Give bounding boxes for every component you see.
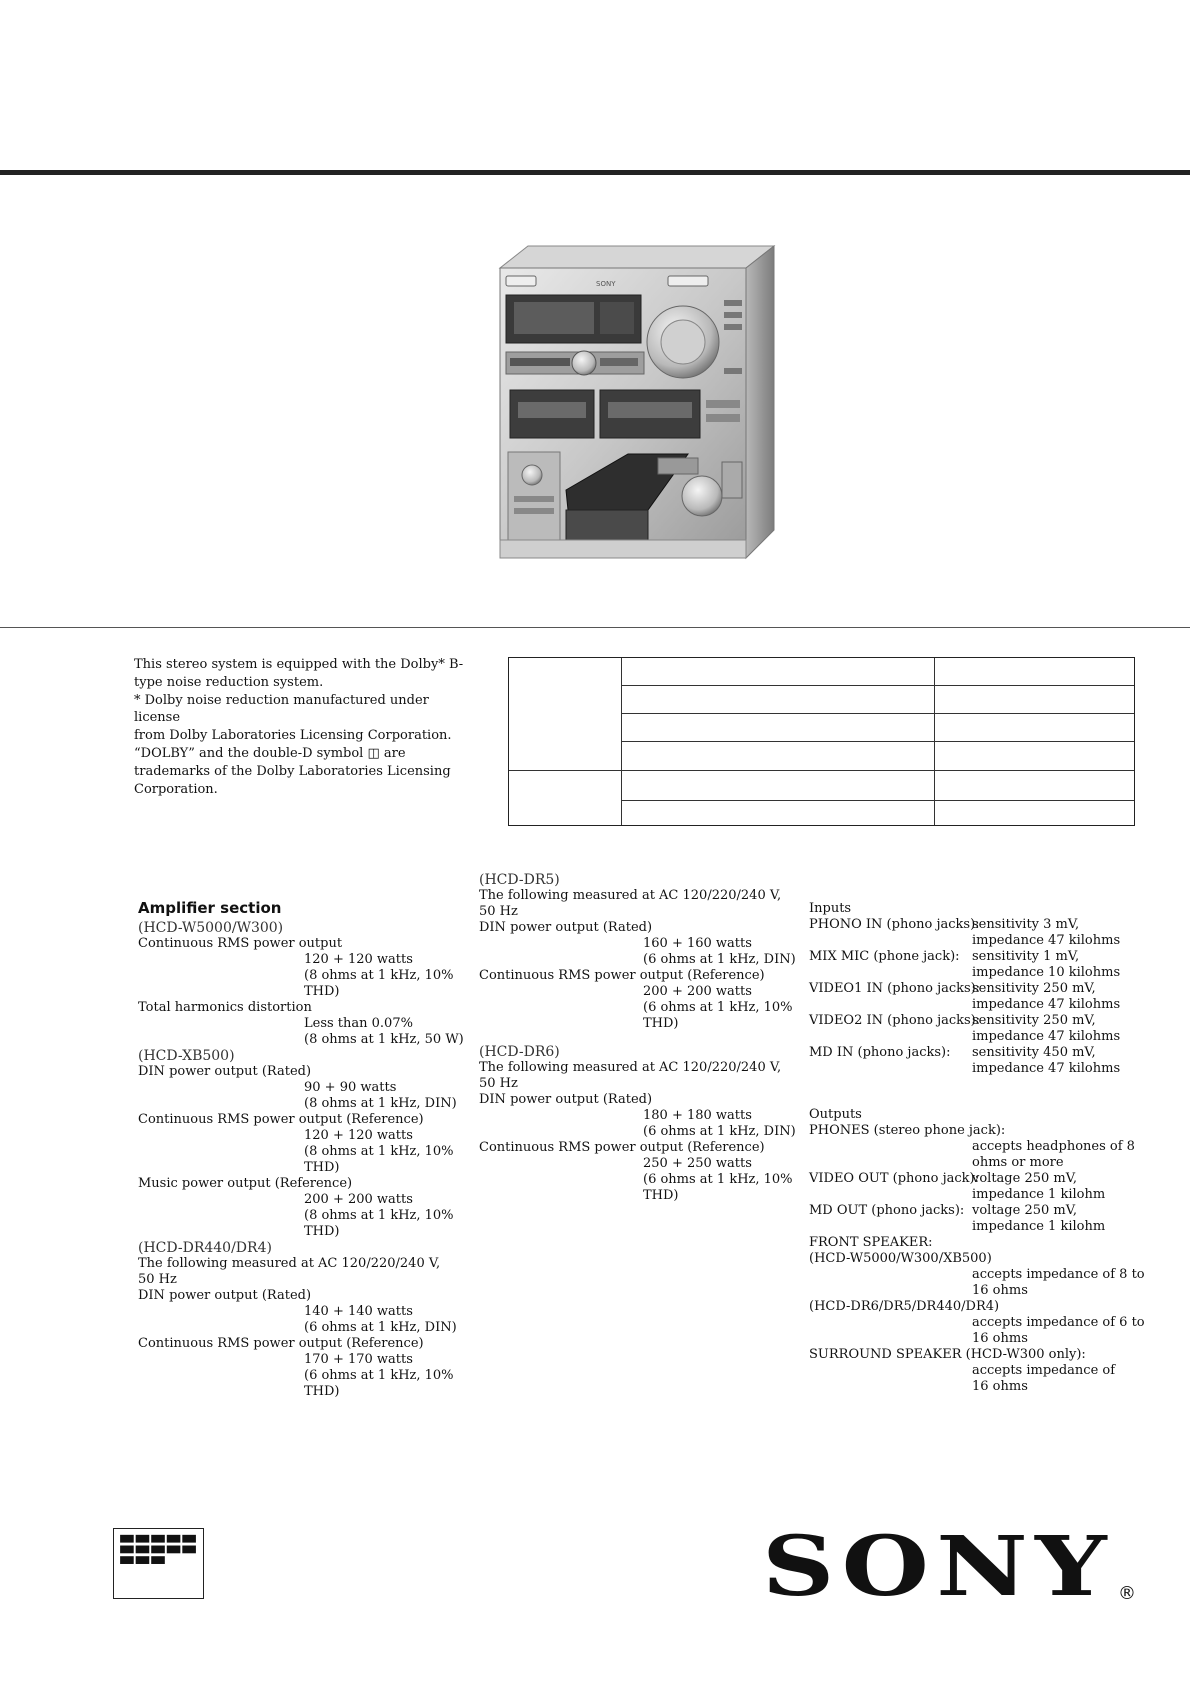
spec-row (809, 1139, 1149, 1155)
dolby-line: trademarks of the Dolby Laboratories Licensing (134, 763, 451, 779)
spec-label: PHONO IN (phono jacks): (809, 917, 980, 932)
spec-row (479, 1124, 809, 1140)
spec-row (138, 1128, 468, 1144)
spec-value: 120 + 120 watts (304, 952, 413, 967)
spec-row (809, 933, 1149, 949)
spec-row (138, 952, 468, 968)
spec-value: 250 + 250 watts (643, 1156, 752, 1171)
spec-row (809, 917, 1149, 933)
spec-value: sensitivity 1 mV, (972, 949, 1080, 964)
spec-value: 160 + 160 watts (643, 936, 752, 951)
spec-label: (HCD-DR6/DR5/DR440/DR4) (809, 1299, 1000, 1314)
spec-label: The following measured at AC 120/220/240 V, (479, 888, 782, 903)
spec-value: 200 + 200 watts (304, 1192, 413, 1207)
spec-value: impedance 1 kilohm (972, 1219, 1106, 1234)
spec-label: MD OUT (phono jacks): (809, 1203, 965, 1218)
spec-row (138, 1304, 468, 1320)
spec-value: 180 + 180 watts (643, 1108, 752, 1123)
spec-value: 16 ohms (972, 1331, 1028, 1346)
spec-value: Less than 0.07% (304, 1016, 413, 1031)
table-divider (509, 770, 1134, 771)
spec-row (809, 1187, 1149, 1203)
dolby-line: from Dolby Laboratories Licensing Corporation. (134, 728, 452, 744)
spec-row (809, 997, 1149, 1013)
spec-label: (HCD-W5000/W300/XB500) (809, 1251, 992, 1266)
registered-mark: ® (1118, 1583, 1136, 1604)
spec-value: sensitivity 450 mV, (972, 1045, 1096, 1060)
spec-row (479, 1140, 809, 1156)
spec-value: 200 + 200 watts (643, 984, 752, 999)
spec-row (138, 936, 468, 952)
spec-row (809, 1299, 1149, 1315)
spec-label: The following measured at AC 120/220/240 V, (138, 1256, 441, 1271)
spec-label: VIDEO OUT (phono jack): (809, 1171, 979, 1186)
spec-value: THD) (304, 1384, 340, 1399)
spec-row (138, 1112, 468, 1128)
spec-value: 170 + 170 watts (304, 1352, 413, 1367)
spec-label: PHONES (stereo phone jack): (809, 1123, 1006, 1138)
spec-value: THD) (643, 1188, 679, 1203)
spec-value: 140 + 140 watts (304, 1304, 413, 1319)
spec-row (809, 1235, 1149, 1251)
sony-logo (762, 1523, 1142, 1613)
spec-value: (6 ohms at 1 kHz, DIN) (304, 1320, 457, 1335)
spec-row (809, 1331, 1149, 1347)
spec-row (138, 1336, 468, 1352)
spec-row (809, 1013, 1149, 1029)
spec-value: ohms or more (972, 1155, 1064, 1170)
spec-label: VIDEO2 IN (phono jacks): (809, 1013, 981, 1028)
spec-row (138, 1384, 468, 1400)
dolby-line: type noise reduction system. (134, 674, 324, 690)
spec-row (479, 1016, 809, 1032)
model-table (508, 657, 1135, 826)
spec-row (809, 1379, 1149, 1395)
spec-value: voltage 250 mV, (972, 1203, 1077, 1218)
spec-value: impedance 10 kilohms (972, 965, 1121, 980)
spec-value: accepts impedance of 6 to (972, 1315, 1145, 1330)
spec-row (138, 1288, 468, 1304)
spec-row (138, 1256, 468, 1272)
spec-value: (6 ohms at 1 kHz, DIN) (643, 952, 796, 967)
spec-row (809, 1045, 1149, 1061)
spec-value: (8 ohms at 1 kHz, DIN) (304, 1096, 457, 1111)
spec-label: 50 Hz (479, 1076, 518, 1091)
spec-row (138, 1144, 468, 1160)
spec-row (479, 968, 809, 984)
spec-row (138, 1272, 468, 1288)
spec-value: accepts impedance of (972, 1363, 1116, 1378)
model-label: (HCD-DR6) (479, 1044, 560, 1060)
spec-value: (6 ohms at 1 kHz, 10% (304, 1368, 454, 1383)
spec-row (138, 1016, 468, 1032)
spec-row (138, 984, 468, 1000)
spec-row (479, 904, 809, 920)
spec-row (809, 1029, 1149, 1045)
spec-value: (6 ohms at 1 kHz, 10% (643, 1172, 793, 1187)
spec-row (138, 1080, 468, 1096)
model-label: (HCD-W5000/W300) (138, 920, 284, 936)
spec-value: 16 ohms (972, 1379, 1028, 1394)
section-rule (0, 627, 1190, 628)
grid-logo-icon (113, 1528, 204, 1599)
spec-value: 120 + 120 watts (304, 1128, 413, 1143)
spec-row (479, 1108, 809, 1124)
spec-value: THD) (304, 984, 340, 999)
model-label: (HCD-DR440/DR4) (138, 1240, 272, 1256)
spec-label: FRONT SPEAKER: (809, 1235, 933, 1250)
spec-value: impedance 1 kilohm (972, 1187, 1106, 1202)
amplifier-column-left (138, 900, 468, 1400)
dolby-note (134, 656, 479, 798)
spec-value: 90 + 90 watts (304, 1080, 397, 1095)
dolby-line: This stereo system is equipped with the Dolby* B- (134, 657, 464, 672)
spec-row (138, 1176, 468, 1192)
spec-row (809, 1347, 1149, 1363)
spec-value: accepts impedance of 8 to (972, 1267, 1145, 1282)
spec-row (479, 1000, 809, 1016)
spec-row (809, 1315, 1149, 1331)
spec-row (138, 1320, 468, 1336)
spec-value: (6 ohms at 1 kHz, DIN) (643, 1124, 796, 1139)
spec-label: The following measured at AC 120/220/240 V, (479, 1060, 782, 1075)
spec-label: Continuous RMS power output (Reference) (138, 1112, 424, 1127)
spec-label: DIN power output (Rated) (479, 1092, 653, 1107)
spec-value: sensitivity 3 mV, (972, 917, 1080, 932)
spec-row (809, 1251, 1149, 1267)
spec-row (809, 1267, 1149, 1283)
spec-row (479, 1076, 809, 1092)
dolby-line: “DOLBY” and the double-D symbol ◫ are (134, 745, 406, 761)
model-label: (HCD-XB500) (138, 1048, 235, 1064)
dolby-line: Corporation. (134, 781, 218, 797)
section-heading: Amplifier section (138, 899, 282, 917)
spec-label: VIDEO1 IN (phono jacks): (809, 981, 981, 996)
spec-value: (8 ohms at 1 kHz, 10% (304, 968, 454, 983)
sony-logo-text: SONY (762, 1523, 1114, 1613)
spec-row (479, 1172, 809, 1188)
spec-value: impedance 47 kilohms (972, 1061, 1121, 1076)
spec-label: Total harmonics distortion (138, 1000, 312, 1015)
spec-row (138, 1192, 468, 1208)
spec-row (479, 1060, 809, 1076)
spec-label: SURROUND SPEAKER (HCD-W300 only): (809, 1347, 1086, 1362)
spec-label: DIN power output (Rated) (479, 920, 653, 935)
spec-value: THD) (304, 1224, 340, 1239)
spec-row (809, 1061, 1149, 1077)
spec-value: THD) (643, 1016, 679, 1031)
spec-value: THD) (304, 1160, 340, 1175)
spec-label: DIN power output (Rated) (138, 1288, 312, 1303)
model-label: (HCD-DR5) (479, 872, 560, 888)
spec-label: Music power output (Reference) (138, 1176, 353, 1191)
spec-row (809, 1203, 1149, 1219)
spec-value: (6 ohms at 1 kHz, 10% (643, 1000, 793, 1015)
spec-row (479, 920, 809, 936)
spec-row (479, 984, 809, 1000)
table-divider (621, 741, 1134, 742)
spec-row (809, 949, 1149, 965)
spec-row (809, 1155, 1149, 1171)
spec-label: Continuous RMS power output (Reference) (479, 968, 765, 983)
svg-text:SONY: SONY (596, 280, 616, 288)
spec-value: impedance 47 kilohms (972, 1029, 1121, 1044)
spec-value: sensitivity 250 mV, (972, 1013, 1096, 1028)
spec-row (479, 1188, 809, 1204)
spec-row (809, 1283, 1149, 1299)
spec-row (138, 1160, 468, 1176)
spec-row (809, 965, 1149, 981)
table-divider (621, 685, 1134, 686)
spec-row (809, 1363, 1149, 1379)
table-divider (621, 713, 1134, 714)
spec-value: sensitivity 250 mV, (972, 981, 1096, 996)
spec-row (138, 1352, 468, 1368)
spec-row (809, 1123, 1149, 1139)
table-divider (621, 800, 1134, 801)
spec-row (138, 1064, 468, 1080)
amplifier-column-middle (479, 872, 809, 1204)
spec-row (138, 1000, 468, 1016)
outputs-title: Outputs (809, 1107, 862, 1122)
spec-value: (8 ohms at 1 kHz, 10% (304, 1208, 454, 1223)
spec-row (138, 1032, 468, 1048)
spec-label: DIN power output (Rated) (138, 1064, 312, 1079)
spec-row (138, 968, 468, 984)
spec-row (809, 981, 1149, 997)
spec-row (479, 936, 809, 952)
spec-value: impedance 47 kilohms (972, 933, 1121, 948)
top-rule (0, 170, 1190, 175)
spec-row (809, 1219, 1149, 1235)
spec-row (809, 1171, 1149, 1187)
spec-row (479, 1156, 809, 1172)
spec-value: 16 ohms (972, 1283, 1028, 1298)
spec-row (138, 1208, 468, 1224)
spec-label: 50 Hz (138, 1272, 177, 1287)
stereo-system-illustration-icon (488, 240, 778, 565)
inputs-title: Inputs (809, 901, 852, 916)
spec-label: MIX MIC (phone jack): (809, 949, 960, 964)
io-column-right (809, 901, 1149, 1395)
spec-row (138, 1096, 468, 1112)
spec-label: Continuous RMS power output (Reference) (479, 1140, 765, 1155)
spec-label: Continuous RMS power output (138, 936, 343, 951)
spec-row (479, 888, 809, 904)
dolby-line: * Dolby noise reduction manufactured under license (134, 692, 429, 726)
spec-value: (8 ohms at 1 kHz, 50 W) (304, 1032, 464, 1047)
spec-row (138, 1368, 468, 1384)
spec-label: Continuous RMS power output (Reference) (138, 1336, 424, 1351)
spec-value: accepts headphones of 8 (972, 1139, 1135, 1154)
spec-row (479, 952, 809, 968)
spec-label: MD IN (phono jacks): (809, 1045, 951, 1060)
spec-row (138, 1224, 468, 1240)
spec-row (479, 1092, 809, 1108)
spec-value: (8 ohms at 1 kHz, 10% (304, 1144, 454, 1159)
spec-value: impedance 47 kilohms (972, 997, 1121, 1012)
spec-value: voltage 250 mV, (972, 1171, 1077, 1186)
spec-label: 50 Hz (479, 904, 518, 919)
